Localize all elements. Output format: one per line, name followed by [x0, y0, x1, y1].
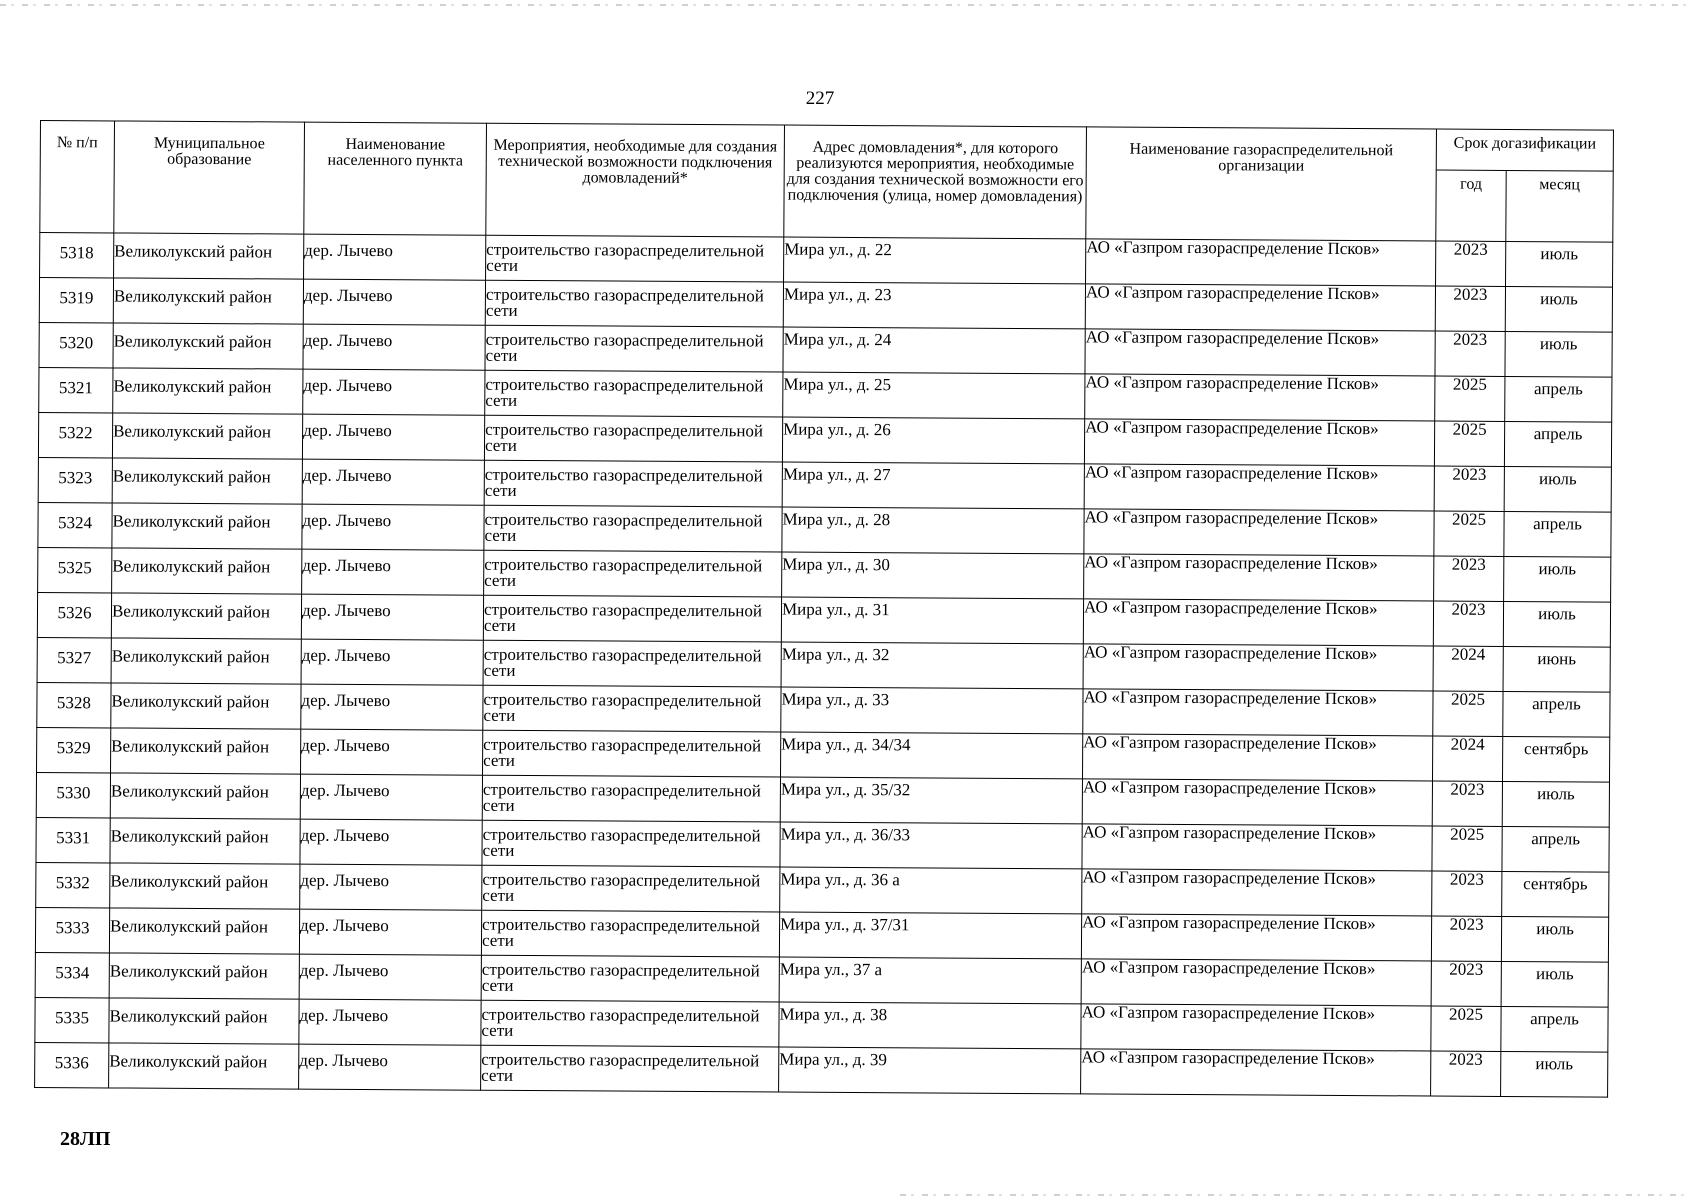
- year-cell: 2023: [1436, 241, 1506, 286]
- locality-cell: дер. Лычево: [299, 909, 481, 955]
- measure-cell: строительство газораспределительной сети: [481, 910, 779, 957]
- municipality-cell: Великолукский район: [112, 503, 302, 549]
- month-cell: июль: [1501, 961, 1608, 1007]
- year-cell: 2025: [1432, 826, 1502, 871]
- measure-cell: строительство газораспределительной сети: [484, 550, 782, 597]
- organization-cell: АО «Газпром газораспределение Псков»: [1083, 689, 1433, 736]
- row-number: 5324: [38, 502, 112, 547]
- municipality-cell: Великолукский район: [109, 1043, 299, 1089]
- year-cell: 2023: [1431, 1051, 1501, 1096]
- header-term: Срок догазификации: [1436, 129, 1613, 171]
- measure-cell: строительство газораспределительной сети: [485, 325, 783, 372]
- year-cell: 2024: [1432, 736, 1502, 781]
- municipality-cell: Великолукский район: [110, 773, 300, 819]
- locality-cell: дер. Лычево: [300, 819, 482, 865]
- organization-cell: АО «Газпром газораспределение Псков»: [1082, 779, 1432, 826]
- organization-cell: АО «Газпром газораспределение Псков»: [1082, 824, 1432, 871]
- locality-cell: дер. Лычево: [302, 549, 484, 595]
- municipality-cell: Великолукский район: [111, 728, 301, 774]
- year-cell: 2025: [1435, 376, 1505, 421]
- measure-cell: строительство газораспределительной сети: [484, 415, 782, 462]
- month-cell: июль: [1503, 601, 1610, 647]
- municipality-cell: Великолукский район: [112, 458, 302, 504]
- organization-cell: АО «Газпром газораспределение Псков»: [1081, 1004, 1431, 1051]
- row-number: 5329: [37, 727, 111, 772]
- month-cell: июль: [1505, 286, 1612, 332]
- address-cell: Мира ул., д. 31: [781, 597, 1083, 644]
- locality-cell: дер. Лычево: [300, 774, 482, 820]
- municipality-cell: Великолукский район: [112, 548, 302, 594]
- year-cell: 2025: [1434, 421, 1504, 466]
- locality-cell: дер. Лычево: [304, 234, 486, 280]
- address-cell: Мира ул., д. 30: [782, 552, 1084, 599]
- organization-cell: АО «Газпром газораспределение Псков»: [1083, 644, 1433, 691]
- header-year: год: [1436, 170, 1506, 241]
- address-cell: Мира ул., д. 38: [779, 1002, 1081, 1049]
- locality-cell: дер. Лычево: [299, 954, 481, 1000]
- row-number: 5331: [36, 817, 110, 862]
- scan-edge-top: [0, 4, 1686, 6]
- row-number: 5327: [37, 637, 111, 682]
- address-cell: Мира ул., д. 23: [783, 282, 1085, 329]
- measure-cell: строительство газораспределительной сети: [483, 595, 781, 642]
- locality-cell: дер. Лычево: [300, 864, 482, 910]
- month-cell: апрель: [1503, 691, 1610, 737]
- measure-cell: строительство газораспределительной сети: [484, 505, 782, 552]
- measure-cell: строительство газораспределительной сети: [485, 370, 783, 417]
- year-cell: 2023: [1435, 286, 1505, 331]
- organization-cell: АО «Газпром газораспределение Псков»: [1084, 419, 1434, 466]
- month-cell: апрель: [1501, 1006, 1608, 1052]
- organization-cell: АО «Газпром газораспределение Псков»: [1084, 464, 1434, 511]
- month-cell: июль: [1506, 241, 1613, 287]
- municipality-cell: Великолукский район: [113, 278, 303, 324]
- organization-cell: АО «Газпром газораспределение Псков»: [1081, 914, 1431, 961]
- address-cell: Мира ул., д. 25: [783, 372, 1085, 419]
- row-number: 5321: [39, 367, 113, 412]
- municipality-cell: Великолукский район: [111, 638, 301, 684]
- row-number: 5335: [35, 997, 109, 1042]
- organization-cell: АО «Газпром газораспределение Псков»: [1085, 284, 1435, 331]
- locality-cell: дер. Лычево: [299, 1044, 481, 1090]
- row-number: 5328: [37, 682, 111, 727]
- table-header: [40, 121, 1614, 243]
- year-cell: 2023: [1434, 556, 1504, 601]
- year-cell: 2023: [1431, 961, 1501, 1006]
- municipality-cell: Великолукский район: [111, 683, 301, 729]
- locality-cell: дер. Лычево: [301, 594, 483, 640]
- locality-cell: дер. Лычево: [302, 414, 484, 460]
- month-cell: июль: [1505, 331, 1612, 377]
- organization-cell: АО «Газпром газораспределение Псков»: [1082, 734, 1432, 781]
- address-cell: Мира ул., д. 32: [781, 642, 1083, 689]
- measure-cell: строительство газораспределительной сети: [485, 280, 783, 327]
- address-cell: Мира ул., д. 35/32: [780, 777, 1082, 824]
- measure-cell: строительство газораспределительной сети: [482, 775, 780, 822]
- address-cell: Мира ул., 37 а: [779, 957, 1081, 1004]
- footer-code: 28ЛП: [60, 1128, 111, 1150]
- organization-cell: АО «Газпром газораспределение Псков»: [1081, 959, 1431, 1006]
- year-cell: 2025: [1433, 691, 1503, 736]
- month-cell: июль: [1504, 466, 1611, 512]
- measure-cell: строительство газораспределительной сети: [481, 1000, 779, 1047]
- municipality-cell: Великолукский район: [109, 953, 299, 999]
- address-cell: Мира ул., д. 37/31: [779, 912, 1081, 959]
- address-cell: Мира ул., д. 36 а: [780, 867, 1082, 914]
- row-number: 5318: [40, 233, 114, 278]
- locality-cell: дер. Лычево: [303, 324, 485, 370]
- organization-cell: АО «Газпром газораспределение Псков»: [1086, 239, 1436, 286]
- page-number: 227: [805, 88, 835, 109]
- row-number: 5336: [35, 1042, 109, 1087]
- row-number: 5325: [38, 547, 112, 592]
- month-cell: апрель: [1504, 511, 1611, 557]
- year-cell: 2023: [1434, 466, 1504, 511]
- row-number: 5333: [35, 907, 109, 952]
- month-cell: июль: [1501, 1051, 1608, 1097]
- row-number: 5319: [39, 278, 113, 323]
- year-cell: 2023: [1433, 601, 1503, 646]
- measure-cell: строительство газораспределительной сети: [483, 640, 781, 687]
- year-cell: 2024: [1433, 646, 1503, 691]
- header-month: месяц: [1506, 170, 1613, 242]
- measure-cell: строительство газораспределительной сети: [486, 235, 784, 282]
- address-cell: Мира ул., д. 36/33: [780, 822, 1082, 869]
- row-number: 5330: [36, 772, 110, 817]
- year-cell: 2023: [1431, 916, 1501, 961]
- measure-cell: строительство газораспределительной сети: [483, 685, 781, 732]
- measure-cell: строительство газораспределительной сети: [481, 1045, 779, 1092]
- locality-cell: дер. Лычево: [299, 999, 481, 1045]
- locality-cell: дер. Лычево: [302, 504, 484, 550]
- row-number: 5320: [39, 322, 113, 367]
- measure-cell: строительство газораспределительной сети: [481, 955, 779, 1002]
- month-cell: сентябрь: [1502, 871, 1609, 917]
- row-number: 5323: [38, 457, 112, 502]
- month-cell: сентябрь: [1502, 736, 1609, 782]
- gasification-table: [34, 120, 1614, 1098]
- locality-cell: дер. Лычево: [301, 729, 483, 775]
- locality-cell: дер. Лычево: [301, 684, 483, 730]
- municipality-cell: Великолукский район: [110, 818, 300, 864]
- address-cell: Мира ул., д. 22: [784, 237, 1086, 284]
- municipality-cell: Великолукский район: [113, 368, 303, 414]
- address-cell: Мира ул., д. 39: [779, 1047, 1081, 1094]
- municipality-cell: Великолукский район: [112, 413, 302, 459]
- row-number: 5332: [36, 862, 110, 907]
- month-cell: июль: [1501, 916, 1608, 962]
- locality-cell: дер. Лычево: [302, 459, 484, 505]
- municipality-cell: Великолукский район: [111, 593, 301, 639]
- table-body: [35, 233, 1613, 1098]
- address-cell: Мира ул., д. 28: [782, 507, 1084, 554]
- locality-cell: дер. Лычево: [303, 279, 485, 325]
- month-cell: апрель: [1505, 376, 1612, 422]
- organization-cell: АО «Газпром газораспределение Псков»: [1081, 1049, 1431, 1096]
- organization-cell: АО «Газпром газораспределение Псков»: [1084, 554, 1434, 601]
- organization-cell: АО «Газпром газораспределение Псков»: [1083, 599, 1433, 646]
- measure-cell: строительство газораспределительной сети: [482, 820, 780, 867]
- organization-cell: АО «Газпром газораспределение Псков»: [1082, 869, 1432, 916]
- municipality-cell: Великолукский район: [109, 908, 299, 954]
- municipality-cell: Великолукский район: [110, 863, 300, 909]
- scan-edge-bottom: [900, 1194, 1686, 1196]
- locality-cell: дер. Лычево: [303, 369, 485, 415]
- address-cell: Мира ул., д. 26: [782, 417, 1084, 464]
- year-cell: 2023: [1432, 871, 1502, 916]
- measure-cell: строительство газораспределительной сети: [482, 865, 780, 912]
- month-cell: июнь: [1503, 646, 1610, 692]
- month-cell: апрель: [1502, 826, 1609, 872]
- address-cell: Мира ул., д. 34/34: [781, 732, 1083, 779]
- header-municipality: Муниципальное образование: [114, 121, 305, 234]
- year-cell: 2025: [1434, 511, 1504, 556]
- municipality-cell: Великолукский район: [114, 233, 304, 279]
- month-cell: апрель: [1504, 421, 1611, 467]
- header-num: № п/п: [40, 121, 115, 233]
- row-number: 5334: [35, 952, 109, 997]
- organization-cell: АО «Газпром газораспределение Псков»: [1085, 329, 1435, 376]
- month-cell: июль: [1504, 556, 1611, 602]
- municipality-cell: Великолукский район: [109, 998, 299, 1044]
- measure-cell: строительство газораспределительной сети: [483, 730, 781, 777]
- municipality-cell: Великолукский район: [113, 323, 303, 369]
- address-cell: Мира ул., д. 33: [781, 687, 1083, 734]
- organization-cell: АО «Газпром газораспределение Псков»: [1085, 374, 1435, 421]
- organization-cell: АО «Газпром газораспределение Псков»: [1084, 509, 1434, 556]
- month-cell: июль: [1502, 781, 1609, 827]
- table-row: [35, 1042, 1608, 1097]
- locality-cell: дер. Лычево: [301, 639, 483, 685]
- measure-cell: строительство газораспределительной сети: [484, 460, 782, 507]
- row-number: 5322: [38, 412, 112, 457]
- header-address: Адрес домовладения*, для которого реализуются мероприятия, необходимые для создания технической возможности его подключения (улица, номер домовладения): [784, 125, 1087, 239]
- address-cell: Мира ул., д. 24: [783, 327, 1085, 374]
- header-locality: Наименование населенного пункта: [304, 122, 487, 235]
- header-measures: Мероприятия, необходимые для создания технической возможности подключения домовладений*: [486, 123, 785, 237]
- row-number: 5326: [37, 592, 111, 637]
- address-cell: Мира ул., д. 27: [782, 462, 1084, 509]
- year-cell: 2023: [1435, 331, 1505, 376]
- header-organization: Наименование газораспределительной организации: [1086, 127, 1437, 241]
- year-cell: 2023: [1432, 781, 1502, 826]
- year-cell: 2025: [1431, 1006, 1501, 1051]
